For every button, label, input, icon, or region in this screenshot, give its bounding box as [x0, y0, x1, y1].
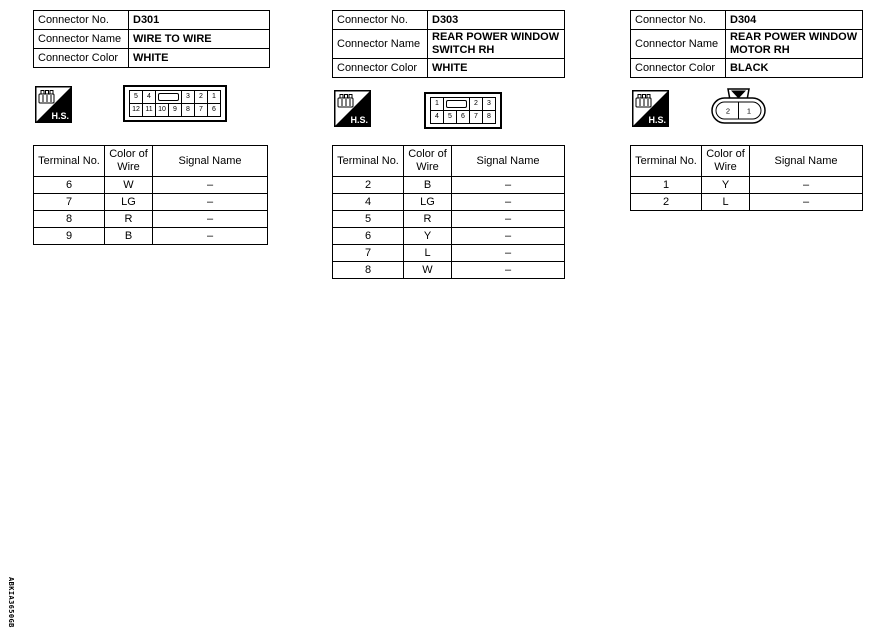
pin-cell: 7 [470, 111, 483, 124]
pin-cell: 4 [143, 91, 156, 104]
signal-cell: – [750, 177, 863, 194]
hs-stamp-icon [334, 90, 371, 132]
signal-name-header: Signal Name [750, 146, 863, 177]
table-row [333, 211, 565, 228]
table-row [631, 30, 863, 59]
wire-color-cell: L [702, 194, 750, 211]
pin-cell: 7 [195, 104, 208, 117]
pin-grid [430, 97, 496, 124]
connector-no-value: D301 [129, 11, 270, 30]
signal-cell: – [750, 194, 863, 211]
connector-info-table [332, 10, 565, 78]
table-row [333, 177, 565, 194]
svg-text:H.S.: H.S. [51, 111, 69, 121]
table-row [34, 177, 268, 194]
connector-no-label: Connector No. [631, 11, 726, 30]
signal-cell: – [452, 245, 565, 262]
table-row [333, 245, 565, 262]
terminal-no-cell: 8 [333, 262, 404, 279]
pin-layout-diagram-d303 [424, 92, 502, 129]
connector-no-label: Connector No. [333, 11, 428, 30]
table-row [631, 59, 863, 78]
svg-text:2: 2 [725, 106, 731, 116]
pin-cell: 3 [182, 91, 195, 104]
key-slot-cell [444, 98, 470, 111]
table-row [333, 59, 565, 78]
pin-cell: 2 [195, 91, 208, 104]
table-row [34, 211, 268, 228]
terminal-no-header: Terminal No. [631, 146, 702, 177]
connector-info-table [630, 10, 863, 78]
terminal-no-header: Terminal No. [333, 146, 404, 177]
terminal-no-cell: 6 [34, 177, 105, 194]
terminal-no-cell: 7 [34, 194, 105, 211]
table-row [631, 177, 863, 194]
color-of-wire-header: Color of Wire [702, 146, 750, 177]
hs-stamp-icon [632, 90, 669, 132]
hs-stamp-icon [35, 86, 72, 128]
terminal-no-cell: 6 [333, 228, 404, 245]
pin-cell: 5 [444, 111, 457, 124]
signal-cell: – [452, 262, 565, 279]
table-row [34, 194, 268, 211]
table-row [34, 11, 270, 30]
connector-no-value: D304 [726, 11, 863, 30]
table-header-row [631, 146, 863, 177]
table-row [34, 49, 270, 68]
signal-name-header: Signal Name [452, 146, 565, 177]
terminal-no-cell: 9 [34, 228, 105, 245]
terminal-no-cell: 1 [631, 177, 702, 194]
wire-color-cell: B [404, 177, 452, 194]
terminal-no-cell: 7 [333, 245, 404, 262]
key-slot-cell [156, 91, 182, 104]
wire-color-cell: R [404, 211, 452, 228]
pin-cell: 10 [156, 104, 169, 117]
connector-color-value: BLACK [726, 59, 863, 78]
connector-no-label: Connector No. [34, 11, 129, 30]
table-row [333, 30, 565, 59]
signal-cell: – [452, 194, 565, 211]
table-header-row [333, 146, 565, 177]
table-row [631, 194, 863, 211]
table-row [34, 30, 270, 49]
connector-no-value: D303 [428, 11, 565, 30]
table-row [333, 262, 565, 279]
signal-cell: – [452, 228, 565, 245]
wire-color-cell: L [404, 245, 452, 262]
pin-cell: 5 [130, 91, 143, 104]
signal-name-header: Signal Name [153, 146, 268, 177]
pin-cell: 1 [431, 98, 444, 111]
signal-cell: – [452, 177, 565, 194]
terminal-table [332, 145, 565, 279]
pin-cell: 3 [483, 98, 496, 111]
wire-color-cell: LG [404, 194, 452, 211]
terminal-table [33, 145, 268, 245]
pin-cell: 6 [457, 111, 470, 124]
terminal-table [630, 145, 863, 211]
connector-name-label: Connector Name [34, 30, 129, 49]
table-row [333, 228, 565, 245]
wire-color-cell: Y [702, 177, 750, 194]
color-of-wire-header: Color of Wire [105, 146, 153, 177]
wire-color-cell: Y [404, 228, 452, 245]
connector-color-value: WHITE [129, 49, 270, 68]
color-of-wire-header: Color of Wire [404, 146, 452, 177]
svg-text:H.S.: H.S. [648, 115, 666, 125]
table-header-row [34, 146, 268, 177]
connector-name-value: REAR POWER WINDOW MOTOR RH [726, 30, 863, 59]
pin-layout-diagram-d301 [123, 85, 227, 122]
signal-cell: – [153, 177, 268, 194]
key-slot [446, 100, 467, 108]
connector-name-label: Connector Name [631, 30, 726, 59]
wire-color-cell: W [404, 262, 452, 279]
signal-cell: – [153, 194, 268, 211]
connector-block-d303 [332, 10, 565, 276]
connector-info-table [33, 10, 270, 68]
pin-grid [129, 90, 221, 117]
connector-color-label: Connector Color [631, 59, 726, 78]
pin-cell: 4 [431, 111, 444, 124]
pin-cell: 11 [143, 104, 156, 117]
svg-text:1: 1 [746, 106, 752, 116]
pin-cell: 8 [483, 111, 496, 124]
connector-color-label: Connector Color [333, 59, 428, 78]
key-slot [158, 93, 179, 101]
connector-color-label: Connector Color [34, 49, 129, 68]
connector-block-d304 [630, 10, 863, 208]
connector-name-label: Connector Name [333, 30, 428, 59]
pin-layout-diagram-d304 [710, 86, 768, 131]
terminal-no-cell: 2 [631, 194, 702, 211]
signal-cell: – [153, 211, 268, 228]
pin-cell: 6 [208, 104, 221, 117]
table-row [333, 11, 565, 30]
pin-cell: 8 [182, 104, 195, 117]
wire-color-cell: B [105, 228, 153, 245]
svg-text:H.S.: H.S. [350, 115, 368, 125]
table-row [631, 11, 863, 30]
terminal-no-cell: 4 [333, 194, 404, 211]
wire-color-cell: LG [105, 194, 153, 211]
terminal-no-header: Terminal No. [34, 146, 105, 177]
pin-cell: 9 [169, 104, 182, 117]
signal-cell: – [153, 228, 268, 245]
connector-name-value: REAR POWER WINDOW SWITCH RH [428, 30, 565, 59]
pin-cell: 12 [130, 104, 143, 117]
table-row [34, 228, 268, 245]
pin-cell: 2 [470, 98, 483, 111]
wire-color-cell: R [105, 211, 153, 228]
connector-color-value: WHITE [428, 59, 565, 78]
wire-color-cell: W [105, 177, 153, 194]
connector-block-d301 [33, 10, 270, 242]
terminal-no-cell: 8 [34, 211, 105, 228]
table-row [333, 194, 565, 211]
terminal-no-cell: 5 [333, 211, 404, 228]
terminal-no-cell: 2 [333, 177, 404, 194]
pin-cell: 1 [208, 91, 221, 104]
connector-name-value: WIRE TO WIRE [129, 30, 270, 49]
page-id-code: ABKIA3650GB [7, 577, 15, 628]
signal-cell: – [452, 211, 565, 228]
